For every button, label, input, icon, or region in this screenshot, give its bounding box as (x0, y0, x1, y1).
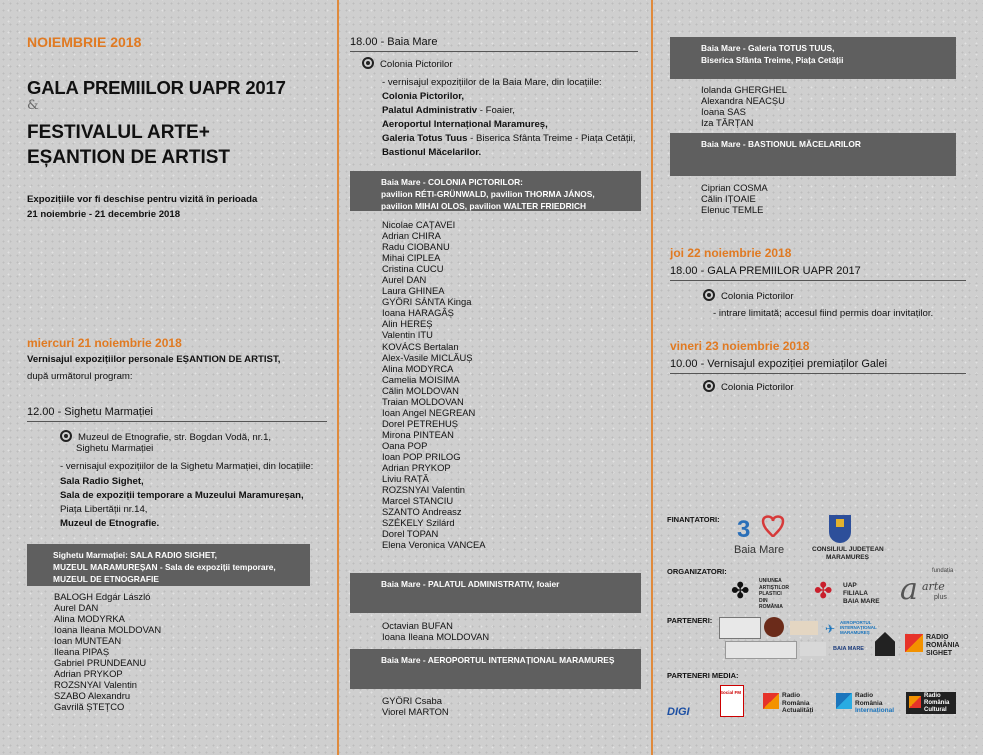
cj-logo-text-2: MARAMUREȘ (826, 554, 869, 561)
uap-text-4: DIN (759, 597, 768, 604)
list-item: Alina MODYRCA (382, 362, 454, 374)
list-item: Alina MODYRKA (54, 613, 125, 625)
bar-line: MUZEUL MARAMUREȘAN - Sala de expoziții temporare, (53, 562, 276, 572)
list-item: Gabriel PRUNDEANU (54, 657, 147, 669)
list-item: SZANTO Andreasz (382, 506, 462, 518)
time-vernisaj: 10.00 - Vernisajul expoziției premiaților Galei (670, 358, 888, 370)
list-item: Liviu RAȚĂ (382, 473, 429, 485)
vernisaj-heading: Vernisajul expozițiilor personale EȘANTION DE ARTIST, (27, 354, 281, 365)
list-item: Aurel DAN (54, 602, 99, 614)
venue-bm-1: Colonia Pictorilor, (382, 91, 465, 102)
list-item: Ciprian COSMA (701, 182, 768, 193)
list-item: Oana POP (382, 439, 428, 451)
uap-clover-icon: ✤ (731, 578, 750, 603)
list-item: Mirona PINTEAN (382, 428, 454, 440)
radio-international-icon (836, 693, 852, 709)
list-item: SZÉKELY Szilárd (382, 517, 455, 529)
divider (27, 421, 327, 422)
totus-tuus-bar (670, 37, 956, 79)
list-item: Viorel MARTON (382, 706, 449, 718)
bar-line: Baia Mare - COLONIA PICTORILOR: (381, 177, 523, 187)
festival-title: FESTIVALUL ARTE+ (27, 122, 210, 143)
list-item: Ioana Ileana MOLDOVAN (54, 624, 162, 636)
bar-line: Sighetu Marmației: SALA RADIO SIGHET, (53, 550, 217, 560)
divider (350, 51, 638, 52)
coat-detail (836, 519, 844, 527)
finantatori-label: FINANȚATORI: (667, 515, 720, 524)
list-item: KOVÁCS Bertalan (382, 340, 459, 352)
bar-line: Baia Mare - Galeria TOTUS TUUS, (701, 43, 835, 53)
list-item: Adrian CHIRA (382, 230, 441, 242)
list-item: Aurel DAN (382, 274, 427, 286)
list-item: Nicolae CAȚAVEI (382, 219, 456, 230)
location-gala (703, 289, 794, 303)
list-item: Ioana Ileana MOLDOVAN (382, 631, 490, 643)
bar-line: Baia Mare - AEROPORTUL INTERNAȚIONAL MARAMUREȘ (381, 655, 615, 665)
venue-bm-5: Bastionul Măcelarilor. (382, 147, 482, 158)
list-item: Ioan MUNTEAN (54, 635, 122, 647)
airplane-icon: ✈ (825, 622, 836, 636)
sighet-museum-logo (725, 641, 797, 659)
fold-line-left (337, 0, 339, 755)
baia-mare-logo-icon (735, 513, 785, 543)
radio-sighet-text-1: RADIO (926, 634, 949, 641)
locations-desc-bm: - vernisajul expozițiilor de la Baia Mare, din locațiile: (382, 77, 602, 88)
time-sighet: 12.00 - Sighetu Marmației (27, 406, 153, 418)
list-item: Laura GHINEA (382, 285, 445, 297)
list-item: Iza TĂRȚAN (701, 117, 754, 129)
artist-list-bastion (701, 182, 768, 215)
location-text: Colonia Pictorilor (721, 382, 794, 393)
list-item: Ileana PIPAȘ (54, 646, 110, 658)
church-icon (875, 632, 895, 656)
gala-note: - intrare limitată; accesul fiind permis doar invitaților. (713, 308, 934, 319)
location-vernisaj (703, 380, 794, 394)
radio-international-text (855, 692, 894, 715)
list-item: Ioana SAS (701, 106, 746, 118)
list-item: SZABO Alexandru (54, 690, 131, 702)
ra-text-2: România (782, 699, 810, 707)
date-wed: miercuri 21 noiembrie 2018 (27, 336, 182, 350)
list-item: Traian MOLDOVAN (382, 395, 464, 407)
aeroport-bar (350, 649, 641, 689)
rc-text-3: Cultural (924, 707, 947, 713)
location-line-1: Muzeul de Etnografie, str. Bogdan Vodă, nr.1, (78, 432, 272, 443)
svg-text:3: 3 (737, 516, 751, 543)
partner-logo-small (790, 621, 818, 635)
arte-plus-text: arte (922, 580, 945, 593)
list-item: Ioan POP PRILOG (382, 450, 461, 462)
intro-dates: 21 noiembrie - 21 decembrie 2018 (27, 209, 181, 220)
date-thu: joi 22 noiembrie 2018 (670, 246, 792, 260)
palatul-bar (350, 573, 641, 613)
bar-line: Baia Mare - BASTIONUL MĂCELARILOR (701, 139, 861, 149)
bar-line: Biserica Sfânta Treime, Piața Cetății (701, 55, 844, 65)
list-item: Cristina CUCU (382, 263, 444, 275)
venue-bm-2-detail: - Foaier, (477, 105, 515, 116)
gala-title: GALA PREMIILOR UAPR 2017 (27, 77, 286, 98)
arte-plus-a-icon: a (900, 572, 918, 607)
airport-logo-text: AEROPORTUL INTERNAȚIONAL MARAMUREȘ (840, 620, 877, 635)
list-item: GYÖRI Csaba (382, 695, 442, 706)
time-baia-mare-label: 18.00 - Baia Mare (350, 36, 438, 48)
list-item: Elena Veronica VANCEA (382, 539, 486, 551)
bar-line: pavilion MIHAI OLOS, pavilion WALTER FRIEDRICH (381, 201, 587, 211)
uap-filiala-text (843, 582, 880, 606)
filiala-text-1: UAP (843, 582, 857, 589)
ri-text-3: Internațional (855, 707, 895, 714)
uap-text-5: ROMÂNIA (759, 604, 783, 611)
list-item: Mihai CIPLEA (382, 252, 441, 264)
ra-text-3: Actualități (782, 707, 814, 714)
radio-sighet-text (926, 634, 959, 658)
list-item: Ioana HARAGÂȘ (382, 307, 454, 319)
radio-actualitati-text (782, 692, 813, 715)
list-item: BALOGH Edgár László (54, 591, 151, 602)
ri-text-1: Radio (855, 692, 874, 699)
list-item: Elenuc TEMLE (701, 204, 764, 216)
partner-logo-small-2 (800, 642, 826, 656)
venue-2: Sala de expoziții temporare a Muzeului Maramureșan, (60, 490, 304, 501)
list-item: Alexandra NEACȘU (701, 95, 785, 107)
list-item: Iolanda GHERGHEL (701, 84, 787, 95)
location-colonia (362, 57, 453, 71)
ampersand: & (27, 98, 39, 113)
list-item: Marcel STANCIU (382, 495, 454, 507)
filiala-text-3: BAIA MARE (843, 598, 880, 605)
radio-sighet-text-2: ROMÂNIA (926, 642, 960, 649)
location-text: Colonia Pictorilor (380, 59, 453, 70)
month-heading: NOIEMBRIE 2018 (27, 34, 142, 50)
location-text: Colonia Pictorilor (721, 291, 794, 302)
venue-4: Muzeul de Etnografie. (60, 518, 160, 529)
venue-bm-2-name: Palatul Administrativ (382, 105, 478, 116)
baia-mare-logo (735, 513, 785, 543)
colonia-bar (350, 171, 641, 211)
list-item: ROZSNYAI Valentin (54, 679, 138, 691)
arte-plus-text-2: plus (934, 594, 947, 601)
artist-list-colonia (382, 219, 486, 550)
venue-3: Piața Libertății nr.14, (60, 504, 148, 515)
list-item: Octavian BUFAN (382, 620, 453, 631)
filiala-text-2: FILIALA (843, 590, 868, 597)
radio-cultural-text (924, 693, 949, 714)
artist-list-aeroport (382, 695, 449, 717)
digi-logo: DIGI (667, 706, 690, 718)
location-pin-icon (362, 57, 374, 69)
list-item: Ioan Angel NEGREAN (382, 406, 476, 418)
list-item: Dorel TOPAN (382, 528, 439, 540)
list-item: Dorel PETREHUȘ (382, 417, 459, 429)
venue-bm-3: Aeroportul Internațional Maramureș, (382, 119, 548, 130)
list-item: Adrian PRYKOP (382, 462, 451, 474)
radio-actualitati-icon (763, 693, 779, 709)
list-item: Călin IȚOAIE (701, 193, 756, 205)
artist-list-sighet (54, 591, 161, 713)
venue-1: Sala Radio Sighet, (60, 476, 144, 487)
sighet-venue-bar (27, 544, 310, 586)
venue-bm-4-name: Galeria Totus Tuus (382, 133, 468, 144)
divider (670, 373, 966, 374)
parteneri-label: PARTENERI: (667, 616, 713, 625)
vernisaj-subheading: după următorul program: (27, 371, 133, 382)
venue-bm-2 (382, 105, 515, 117)
location-pin-icon (703, 289, 715, 301)
uap-text-3: PLASTICI (759, 591, 782, 598)
ra-text-1: Radio (782, 692, 801, 699)
esantion-title: EȘANTION DE ARTIST (27, 147, 231, 168)
bar-line: Baia Mare - PALATUL ADMINISTRATIV, foaier (381, 579, 560, 589)
fold-line-right (651, 0, 653, 755)
list-item: Gavrilă ȘTEȚCO (54, 701, 125, 713)
social-fm-text: Social FM (720, 690, 742, 695)
locations-desc: - vernisajul expozițiilor de la Sighetu Marmației, din locațiile: (60, 461, 314, 472)
museum-logo (719, 617, 761, 639)
uap-text-1: UNIUNEA (759, 578, 782, 584)
rc-text-1: Radio (924, 693, 941, 699)
date-fri: vineri 23 noiembrie 2018 (670, 339, 810, 353)
baia-mare-partner: BAIA MARE (833, 646, 864, 652)
time-gala: 18.00 - GALA PREMIILOR UAPR 2017 (670, 265, 861, 277)
artist-list-totus (701, 84, 787, 128)
list-item: Alin HEREȘ (382, 318, 433, 330)
parteneri-media-label: PARTENERI MEDIA: (667, 671, 739, 680)
radio-sighet-text-3: SIGHET (926, 650, 953, 657)
uap-text-2: ARTIȘTILOR (759, 584, 789, 591)
divider (670, 280, 966, 281)
rc-text-2: România (924, 700, 950, 706)
location-pin-icon (60, 430, 72, 442)
location-pin-icon (703, 380, 715, 392)
radio-cultural-icon (909, 696, 921, 708)
list-item: Adrian PRYKOP (54, 668, 123, 680)
bar-line: MUZEUL DE ETNOGRAFIE (53, 574, 159, 584)
partner-round-logo (764, 617, 784, 637)
organizatori-label: ORGANIZATORI: (667, 567, 727, 576)
location-sighet (60, 430, 271, 444)
baia-mare-logo-text: Baia Mare (734, 544, 785, 556)
ri-text-2: România (855, 699, 883, 707)
location-line-2: Sighetu Marmației (76, 443, 154, 454)
list-item: Alex-Vasile MICLĂUȘ (382, 351, 473, 363)
venue-bm-4-detail: - Biserica Sfânta Treime - Piața Cetății, (467, 133, 636, 144)
uap-logo-text (759, 578, 789, 611)
uap-filiala-clover-icon: ✤ (814, 578, 833, 603)
cj-logo-text-1: CONSILIUL JUDEȚEAN (812, 546, 884, 553)
bastion-bar (670, 133, 956, 176)
list-item: Călin MOLDOVAN (382, 384, 459, 396)
radio-sighet-icon (905, 634, 923, 652)
artist-list-palatul (382, 620, 489, 642)
arte-plus-fundatia: fundația (932, 568, 954, 574)
venue-bm-4 (382, 133, 635, 145)
list-item: GYÖRI SÁNTA Kinga (382, 296, 472, 308)
intro-text: Expozițiile vor fi deschise pentru vizită în perioada (27, 194, 258, 205)
list-item: ROZSNYAI Valentin (382, 484, 466, 496)
list-item: Radu CIOBANU (382, 241, 450, 253)
list-item: Camelia MOISIMA (382, 373, 460, 385)
list-item: Valentin ITU (382, 329, 433, 341)
bar-line: pavilion RÉTI-GRÜNWALD, pavilion THORMA JÁNOS, (381, 189, 595, 199)
